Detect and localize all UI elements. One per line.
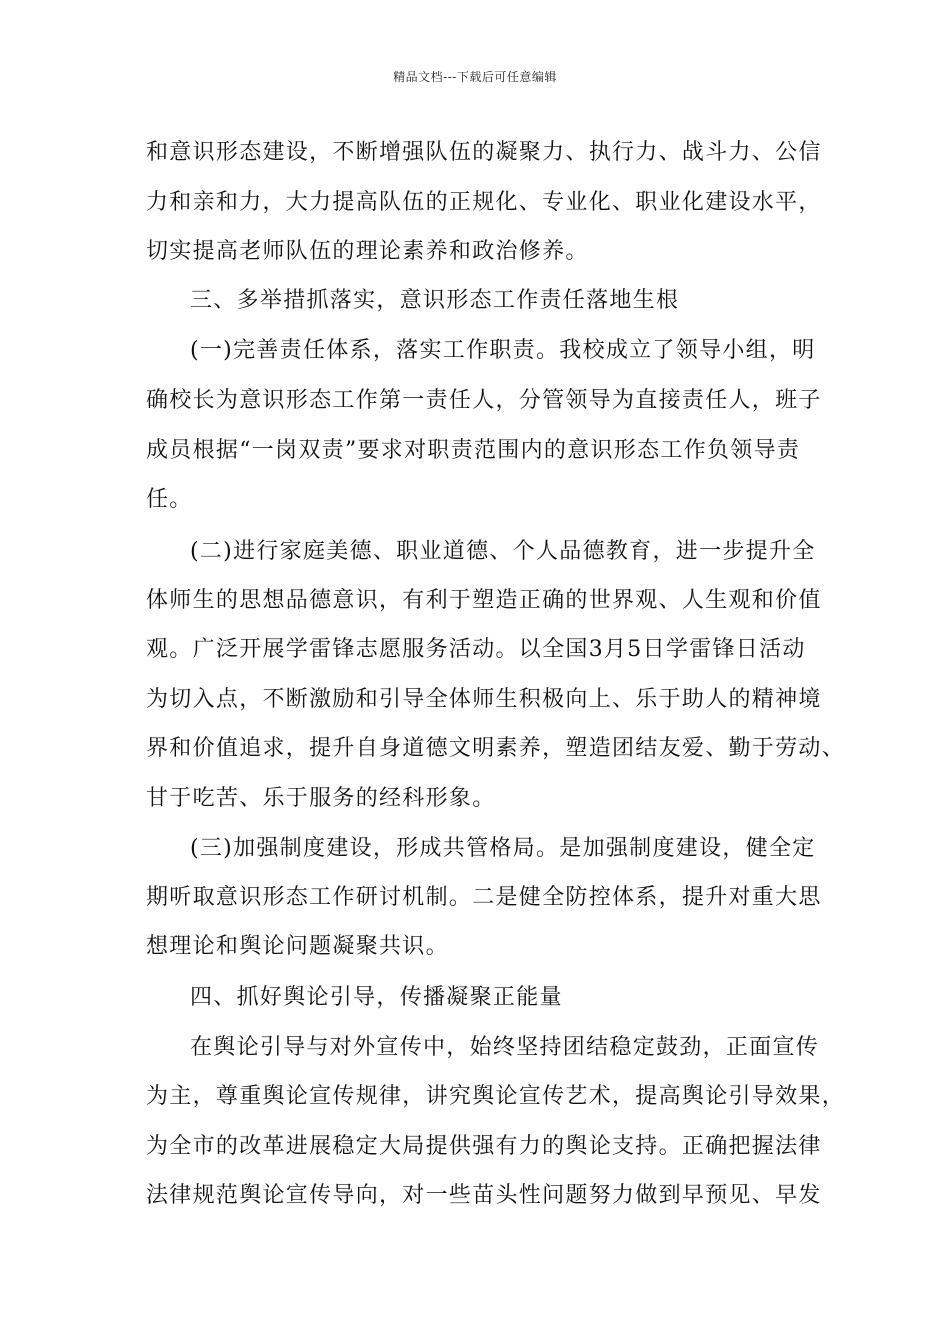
text-line: 观。广泛开展学雷锋志愿服务活动。以全国3月5日学雷锋日活动 bbox=[146, 637, 806, 662]
text-line: 切实提高老师队伍的理论素养和政治修养。 bbox=[146, 239, 589, 264]
text-line: 在舆论引导与对外宣传中，始终坚持团结稳定鼓劲，正面宣传 bbox=[190, 1035, 820, 1060]
text-line: 为主，尊重舆论宣传规律，讲究舆论宣传艺术，提高舆论引导效果， bbox=[146, 1084, 846, 1109]
text-line: 力和亲和力，大力提高队伍的正规化、专业化、职业化建设水平， bbox=[146, 190, 822, 215]
text-line: 期听取意识形态工作研讨机制。二是健全防控体系，提升对重大思 bbox=[146, 885, 822, 910]
text-line: 成员根据“一岗双责”要求对职责范围内的意识形态工作负领导责 bbox=[146, 438, 801, 463]
text-line: 想理论和舆论问题凝聚共识。 bbox=[146, 934, 449, 959]
page-header: 精品文档---下载后可任意编辑 bbox=[393, 70, 557, 84]
text-line: 界和价值追求，提升自身道德文明素养，塑造团结友爱、勤于劳动、 bbox=[146, 736, 846, 761]
text-line: 为切入点，不断激励和引导全体师生积极向上、乐于助人的精神境 bbox=[146, 687, 822, 712]
text-line: (一)完善责任体系，落实工作职责。我校成立了领导小组，明 bbox=[190, 338, 816, 363]
section-heading: 三、多举措抓落实，意识形态工作责任落地生根 bbox=[190, 288, 680, 313]
text-line: 为全市的改革进展稳定大局提供强有力的舆论支持。正确把握法律 bbox=[146, 1134, 822, 1159]
text-line: 甘于吃苦、乐于服务的经科形象。 bbox=[146, 786, 496, 811]
text-line: (三)加强制度建设，形成共管格局。是加强制度建设，健全定 bbox=[190, 836, 816, 861]
text-line: 任。 bbox=[146, 487, 193, 512]
text-line: 确校长为意识形态工作第一责任人，分管领导为直接责任人，班子 bbox=[146, 388, 822, 413]
text-line: 和意识形态建设，不断增强队伍的凝聚力、执行力、战斗力、公信 bbox=[146, 140, 822, 165]
text-line: 法律规范舆论宣传导向，对一些苗头性问题努力做到早预见、早发 bbox=[146, 1183, 822, 1208]
text-line: 体师生的思想品德意识，有利于塑造正确的世界观、人生观和价值 bbox=[146, 588, 822, 613]
section-heading: 四、抓好舆论引导，传播凝聚正能量 bbox=[190, 985, 563, 1010]
text-line: (二)进行家庭美德、职业道德、个人品德教育，进一步提升全 bbox=[190, 539, 816, 564]
